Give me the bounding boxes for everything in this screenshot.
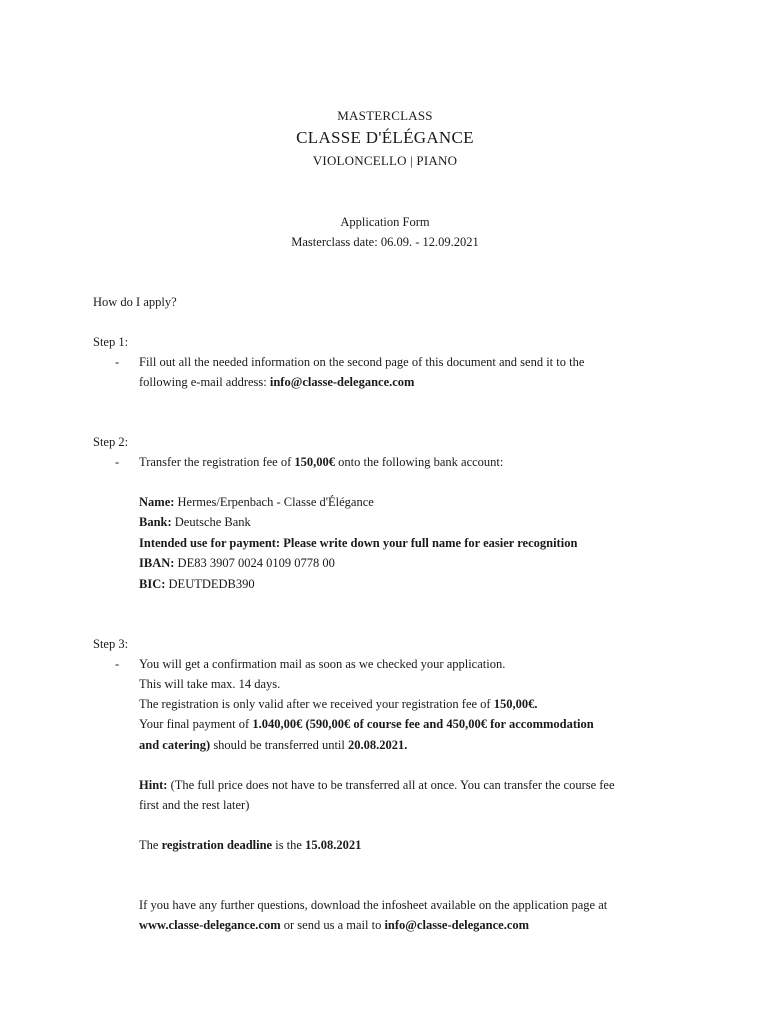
step2-line1-b: onto the following bank account:	[335, 455, 504, 469]
bank-name-label: Name:	[139, 495, 175, 509]
step1-line1: Fill out all the needed information on the second page of this document and send it to the	[139, 355, 585, 369]
hint-label: Hint:	[139, 778, 168, 792]
deadline-line	[139, 835, 361, 855]
footer-email-link[interactable]: info@classe-delegance.com	[384, 918, 530, 932]
step2-line1	[139, 452, 503, 472]
hint-line1	[139, 775, 615, 795]
deadline-date: 15.08.2021	[305, 838, 362, 852]
footer-line2-mid: or send us a mail to	[280, 918, 385, 932]
masterclass-date: Masterclass date: 06.09. - 12.09.2021	[291, 235, 479, 249]
footer-line1: If you have any further questions, download the infosheet available on the application page at	[139, 898, 608, 912]
apply-question: How do I apply?	[93, 295, 177, 309]
form-title: Application Form	[340, 215, 430, 229]
step1-line2-text: following e-mail address:	[139, 375, 270, 389]
iban-value: DE83 3907 0024 0109 0778 00	[174, 556, 335, 570]
bic-row	[139, 574, 255, 594]
step3-line5-b: should be transferred until	[210, 738, 348, 752]
step3-line4-bold: 1.040,00€ (590,00€ of course fee and 450,00€ for accommodation	[252, 717, 594, 731]
step3-line3	[139, 694, 537, 714]
step2-line1-a: Transfer the registration fee of	[139, 455, 295, 469]
bank-name-value: Hermes/Erpenbach - Classe d'Élégance	[174, 495, 374, 509]
bic-label: BIC:	[139, 577, 166, 591]
footer-website-link[interactable]: www.classe-delegance.com	[139, 918, 281, 932]
bic-value: DEUTDEDB390	[165, 577, 255, 591]
step1-label: Step 1:	[93, 335, 129, 349]
header-instruments: VIOLONCELLO | PIANO	[312, 153, 458, 168]
step3-line4	[139, 714, 594, 734]
header-title: CLASSE D'ÉLÉGANCE	[296, 128, 474, 147]
bank-value: Deutsche Bank	[171, 515, 251, 529]
step3-line5-bold: and catering)	[139, 738, 211, 752]
step3-line1: You will get a confirmation mail as soon as we checked your application.	[139, 657, 506, 671]
step2-fee: 150,00€	[294, 455, 336, 469]
bank-row	[139, 512, 251, 532]
step2-dash: -	[115, 455, 120, 469]
bank-label: Bank:	[139, 515, 172, 529]
step3-line2: This will take max. 14 days.	[139, 677, 281, 691]
step3-line3-a: The registration is only valid after we received your registration fee of	[139, 697, 494, 711]
step3-line3-fee: 150,00€.	[493, 697, 538, 711]
deadline-b: is the	[272, 838, 306, 852]
deadline-a: The	[139, 838, 162, 852]
intended-use	[139, 533, 577, 553]
deadline-bold: registration deadline	[161, 838, 273, 852]
step1-email-link[interactable]: info@classe-delegance.com	[269, 375, 415, 389]
step3-line5	[139, 735, 407, 755]
step1-line2	[139, 372, 414, 392]
iban-row	[139, 553, 335, 573]
step3-dash: -	[115, 657, 120, 671]
intended-use-text: Intended use for payment: Please write down your full name for easier recognition	[139, 536, 578, 550]
hint-text: (The full price does not have to be transferred all at once. You can transfer the course fee	[167, 778, 615, 792]
bank-name-row	[139, 492, 374, 512]
step1-dash: -	[115, 355, 120, 369]
step3-label: Step 3:	[93, 637, 129, 651]
hint-line2: first and the rest later)	[139, 798, 250, 812]
header-line-masterclass: MASTERCLASS	[337, 108, 433, 123]
footer-line2	[139, 915, 529, 935]
step3-line5-date: 20.08.2021.	[348, 738, 408, 752]
step3-line4-a: Your final payment of	[139, 717, 253, 731]
iban-label: IBAN:	[139, 556, 175, 570]
step2-label: Step 2:	[93, 435, 129, 449]
